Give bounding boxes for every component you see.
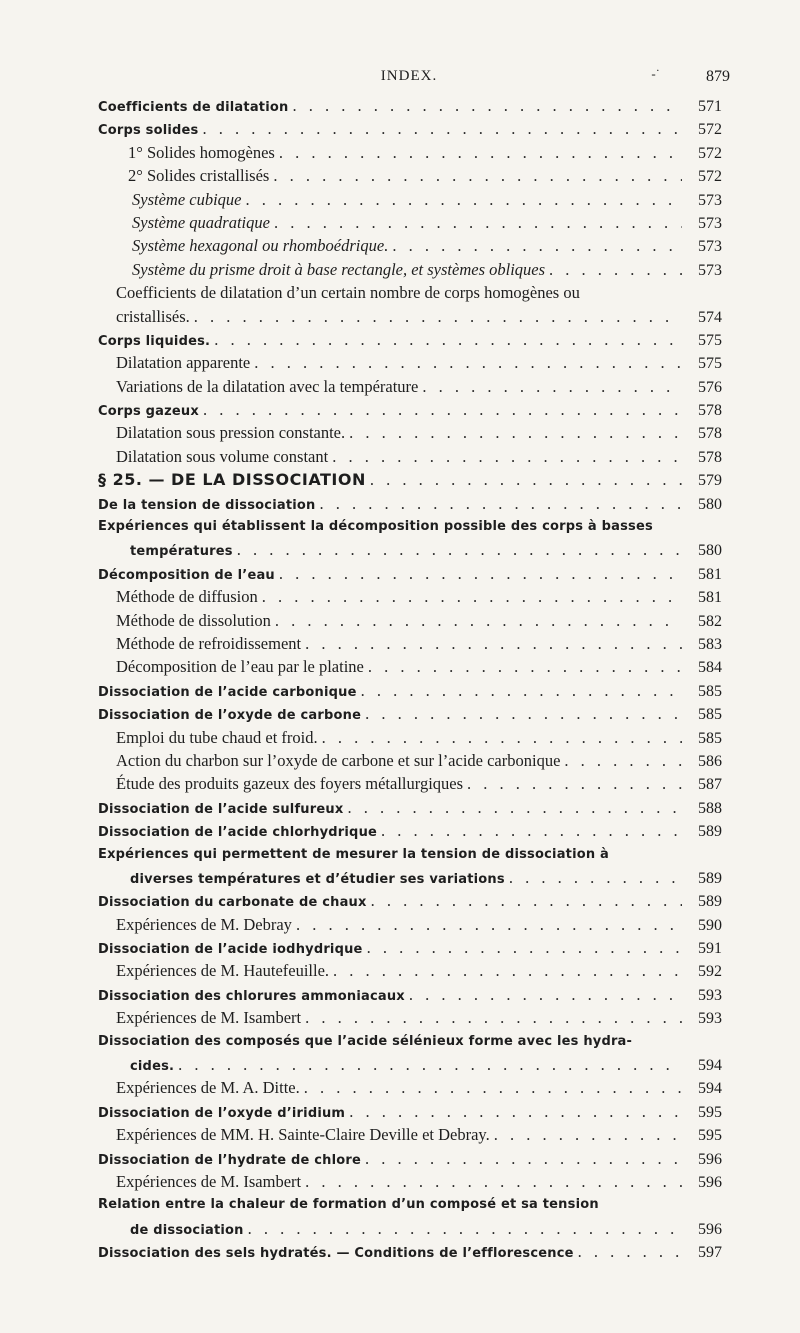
entry-page-number: 571 <box>698 98 722 115</box>
index-entry <box>98 983 722 1006</box>
entry-title: Méthode de diffusion <box>116 587 258 607</box>
entry-title: Dissociation de l’oxyde d’iridium <box>98 1105 346 1121</box>
dot-leader <box>248 1217 682 1240</box>
index-entry <box>98 211 722 234</box>
entry-page-number: 578 <box>698 448 722 466</box>
dot-leader <box>422 375 682 398</box>
entry-title: Dilatation apparente <box>116 353 251 373</box>
entry-title: Expériences de M. Isambert <box>116 1171 302 1191</box>
index-entry <box>98 1193 722 1216</box>
entry-title: Système hexagonal ou rhomboédrique. <box>132 236 389 256</box>
dot-leader <box>361 679 682 702</box>
dot-leader <box>292 94 682 117</box>
index-entry <box>98 375 722 398</box>
entry-page-number: 596 <box>698 1220 722 1238</box>
entry-title: Expériences de M. Debray <box>116 914 292 934</box>
entry-page-number: 585 <box>698 682 722 700</box>
entry-page-number: 583 <box>698 635 722 653</box>
entry-title: cristallisés. <box>116 306 190 326</box>
entry-title: Corps liquides. <box>98 333 211 349</box>
dot-leader <box>549 258 682 281</box>
index-entry <box>98 632 722 655</box>
entry-page-number: 578 <box>698 425 722 443</box>
index-entry <box>98 889 722 912</box>
dot-leader <box>381 819 682 842</box>
entry-page-number: 575 <box>698 331 722 349</box>
entry-title: Corps gazeux <box>98 404 199 420</box>
entry-title: Dissociation de l’oxyde de carbone <box>98 708 362 724</box>
dot-leader <box>494 1123 682 1146</box>
entry-title: De la tension de dissociation <box>98 497 316 513</box>
index-entry <box>98 445 722 468</box>
entry-title: Système quadratique <box>132 212 270 232</box>
dot-leader <box>409 983 682 1006</box>
entry-page-number: 573 <box>698 238 722 256</box>
index-entry <box>98 398 722 421</box>
index-entry <box>98 585 722 608</box>
header-mark: -˙ <box>651 66 660 81</box>
dot-leader <box>467 772 682 795</box>
entry-page-number: 581 <box>698 565 722 583</box>
index-entry <box>98 772 722 795</box>
entry-page-number: 585 <box>698 706 722 724</box>
index-entry <box>98 492 722 515</box>
dot-leader <box>275 609 682 632</box>
dot-leader <box>214 328 682 351</box>
index-entry <box>98 328 722 351</box>
index-entry <box>98 281 722 304</box>
header-page-number: 879 <box>706 68 730 85</box>
entry-page-number: 573 <box>698 261 722 279</box>
entry-page-number: 596 <box>698 1173 722 1191</box>
dot-leader <box>349 1100 682 1123</box>
entry-page-number: 593 <box>698 986 722 1004</box>
entry-page-number: 580 <box>698 495 722 513</box>
index-entry <box>98 305 722 328</box>
entry-page-number: 594 <box>698 1057 722 1075</box>
entry-title: Relation entre la chaleur de formation d’un composé et sa tension <box>98 1197 599 1213</box>
dot-leader <box>279 562 682 585</box>
entry-title: Décomposition de l’eau par le platine <box>116 657 364 677</box>
entry-title: Coefficients de dilatation d’un certain nombre de corps homogènes ou <box>116 283 580 303</box>
index-entry <box>98 1030 722 1053</box>
entry-page-number: 580 <box>698 542 722 560</box>
entry-title: Variations de la dilatation avec la température <box>116 376 419 396</box>
entry-title: Dissociation de l’hydrate de chlore <box>98 1152 362 1168</box>
dot-leader <box>273 164 682 187</box>
entry-title: Dissociation du carbonate de chaux <box>98 895 367 911</box>
dot-leader <box>305 1006 682 1029</box>
index-entry <box>98 1240 722 1263</box>
index-entry <box>98 655 722 678</box>
entry-page-number: 591 <box>698 940 722 958</box>
entry-title: diverses températures et d’étudier ses variations <box>130 871 505 887</box>
index-entry <box>98 609 722 632</box>
entry-title: Dissociation de l’acide chlorhydrique <box>98 825 378 841</box>
entry-title: Dissociation de l’acide sulfureux <box>98 801 344 817</box>
dot-leader <box>262 585 682 608</box>
index-entries <box>98 94 722 1264</box>
dot-leader <box>296 913 682 936</box>
index-entry <box>98 1123 722 1146</box>
entry-page-number: 572 <box>698 144 722 162</box>
entry-title: Action du charbon sur l’oxyde de carbone et sur l’acide carbonique <box>116 750 561 770</box>
entry-title: Système du prisme droit à base rectangle, et systèmes obliques <box>132 259 546 279</box>
index-entry <box>98 749 722 772</box>
entry-page-number: 574 <box>698 308 722 326</box>
entry-page-number: 586 <box>698 752 722 770</box>
entry-page-number: 576 <box>698 378 722 396</box>
entry-page-number: 588 <box>698 799 722 817</box>
dot-leader <box>332 445 682 468</box>
entry-page-number: 582 <box>698 612 722 630</box>
dot-leader <box>254 351 682 374</box>
index-entry <box>98 538 722 561</box>
entry-page-number: 592 <box>698 963 722 981</box>
index-entry <box>98 1170 722 1193</box>
entry-title: Coefficients de dilatation <box>98 100 289 115</box>
index-entry <box>98 1076 722 1099</box>
index-entry <box>98 726 722 749</box>
dot-leader <box>274 211 682 234</box>
index-entry <box>98 819 722 842</box>
index-entry <box>98 94 722 117</box>
entry-title: températures <box>130 544 233 560</box>
dot-leader <box>237 538 682 561</box>
entry-title: Dissociation de l’acide iodhydrique <box>98 942 363 958</box>
entry-page-number: 589 <box>698 869 722 887</box>
entry-title: Dilatation sous pression constante. <box>116 423 346 443</box>
dot-leader <box>246 188 683 211</box>
entry-page-number: 589 <box>698 823 722 841</box>
header-title: INDEX. <box>380 68 438 84</box>
entry-title: de dissociation <box>130 1222 244 1238</box>
index-entry <box>98 515 722 538</box>
entry-title: Système cubique <box>132 189 242 209</box>
entry-page-number: 578 <box>698 402 722 420</box>
index-entry <box>98 936 722 959</box>
entry-page-number: 596 <box>698 1150 722 1168</box>
entry-page-number: 575 <box>698 355 722 373</box>
entry-title: Dissociation des chlorures ammoniacaux <box>98 988 405 1004</box>
dot-leader <box>333 959 682 982</box>
dot-leader <box>279 141 682 164</box>
entry-page-number: 585 <box>698 729 722 747</box>
index-entry <box>98 1100 722 1123</box>
entry-title: Expériences de M. Hautefeuille. <box>116 961 330 981</box>
entry-page-number: 584 <box>698 659 722 677</box>
entry-title: Expériences de M. A. Ditte. <box>116 1078 300 1098</box>
entry-title: Méthode de refroidissement <box>116 633 302 653</box>
entry-page-number: 595 <box>698 1103 722 1121</box>
entry-page-number: 572 <box>698 168 722 186</box>
entry-title: 2° Solides cristallisés <box>128 166 270 186</box>
entry-title: Emploi du tube chaud et froid. <box>116 727 318 747</box>
dot-leader <box>370 468 682 491</box>
entry-title: 1° Solides homogènes <box>128 142 275 162</box>
dot-leader <box>371 889 682 912</box>
index-entry <box>98 913 722 936</box>
index-entry <box>98 1147 722 1170</box>
dot-leader <box>349 421 682 444</box>
dot-leader <box>509 866 682 889</box>
entry-title: Expériences qui établissent la décomposition possible des corps à basses <box>98 519 653 535</box>
entry-title: Méthode de dissolution <box>116 610 271 630</box>
entry-page-number: 572 <box>698 121 722 139</box>
entry-title: Dissociation des sels hydratés. — Conditions de l’efflorescence <box>98 1246 574 1262</box>
dot-leader <box>322 726 682 749</box>
entry-title: § 25. — DE LA DISSOCIATION <box>98 470 366 490</box>
dot-leader <box>365 702 682 725</box>
entry-page-number: 587 <box>698 776 722 794</box>
index-entry <box>98 843 722 866</box>
entry-page-number: 593 <box>698 1010 722 1028</box>
index-entry <box>98 468 722 491</box>
dot-leader <box>178 1053 682 1076</box>
entry-title: Étude des produits gazeux des foyers métallurgiques <box>116 774 464 794</box>
index-entry <box>98 866 722 889</box>
entry-page-number: 597 <box>698 1244 722 1262</box>
entry-title: Corps solides <box>98 123 199 139</box>
dot-leader <box>392 234 682 257</box>
dot-leader <box>578 1240 682 1263</box>
entry-title: Dissociation des composés que l’acide sélénieux forme avec les hydra- <box>98 1033 633 1049</box>
index-entry <box>98 1006 722 1029</box>
index-entry <box>98 959 722 982</box>
index-entry <box>98 1053 722 1076</box>
index-entry <box>98 796 722 819</box>
entry-page-number: 581 <box>698 589 722 607</box>
entry-title: Expériences qui permettent de mesurer la tension de dissociation à <box>98 846 610 862</box>
dot-leader <box>305 632 682 655</box>
index-entry <box>98 702 722 725</box>
index-entry <box>98 188 722 211</box>
page-header <box>88 68 730 92</box>
index-entry <box>98 117 722 140</box>
index-entry <box>98 351 722 374</box>
index-entry <box>98 258 722 281</box>
entry-title: Décomposition de l’eau <box>98 567 275 583</box>
entry-title: Expériences de MM. H. Sainte-Claire Deville et Debray. <box>116 1125 490 1145</box>
dot-leader <box>365 1147 682 1170</box>
entry-title: Expériences de M. Isambert <box>116 1008 302 1028</box>
index-entry <box>98 1217 722 1240</box>
index-entry <box>98 141 722 164</box>
entry-page-number: 595 <box>698 1127 722 1145</box>
entry-page-number: 590 <box>698 916 722 934</box>
index-entry <box>98 234 722 257</box>
dot-leader <box>564 749 682 772</box>
dot-leader <box>320 492 683 515</box>
dot-leader <box>305 1170 682 1193</box>
entry-title: cides. <box>130 1059 175 1075</box>
dot-leader <box>304 1076 682 1099</box>
entry-title: Dissociation de l’acide carbonique <box>98 684 357 700</box>
dot-leader <box>194 305 682 328</box>
dot-leader <box>203 398 682 421</box>
dot-leader <box>347 796 682 819</box>
entry-page-number: 589 <box>698 893 722 911</box>
entry-page-number: 579 <box>698 472 722 490</box>
dot-leader <box>367 936 682 959</box>
entry-page-number: 594 <box>698 1080 722 1098</box>
dot-leader <box>203 117 683 140</box>
index-entry <box>98 562 722 585</box>
index-entry <box>98 164 722 187</box>
entry-title: Dilatation sous volume constant <box>116 446 329 466</box>
entry-page-number: 573 <box>698 214 722 232</box>
index-entry <box>98 421 722 444</box>
index-entry <box>98 679 722 702</box>
entry-page-number: 573 <box>698 191 722 209</box>
dot-leader <box>368 655 682 678</box>
